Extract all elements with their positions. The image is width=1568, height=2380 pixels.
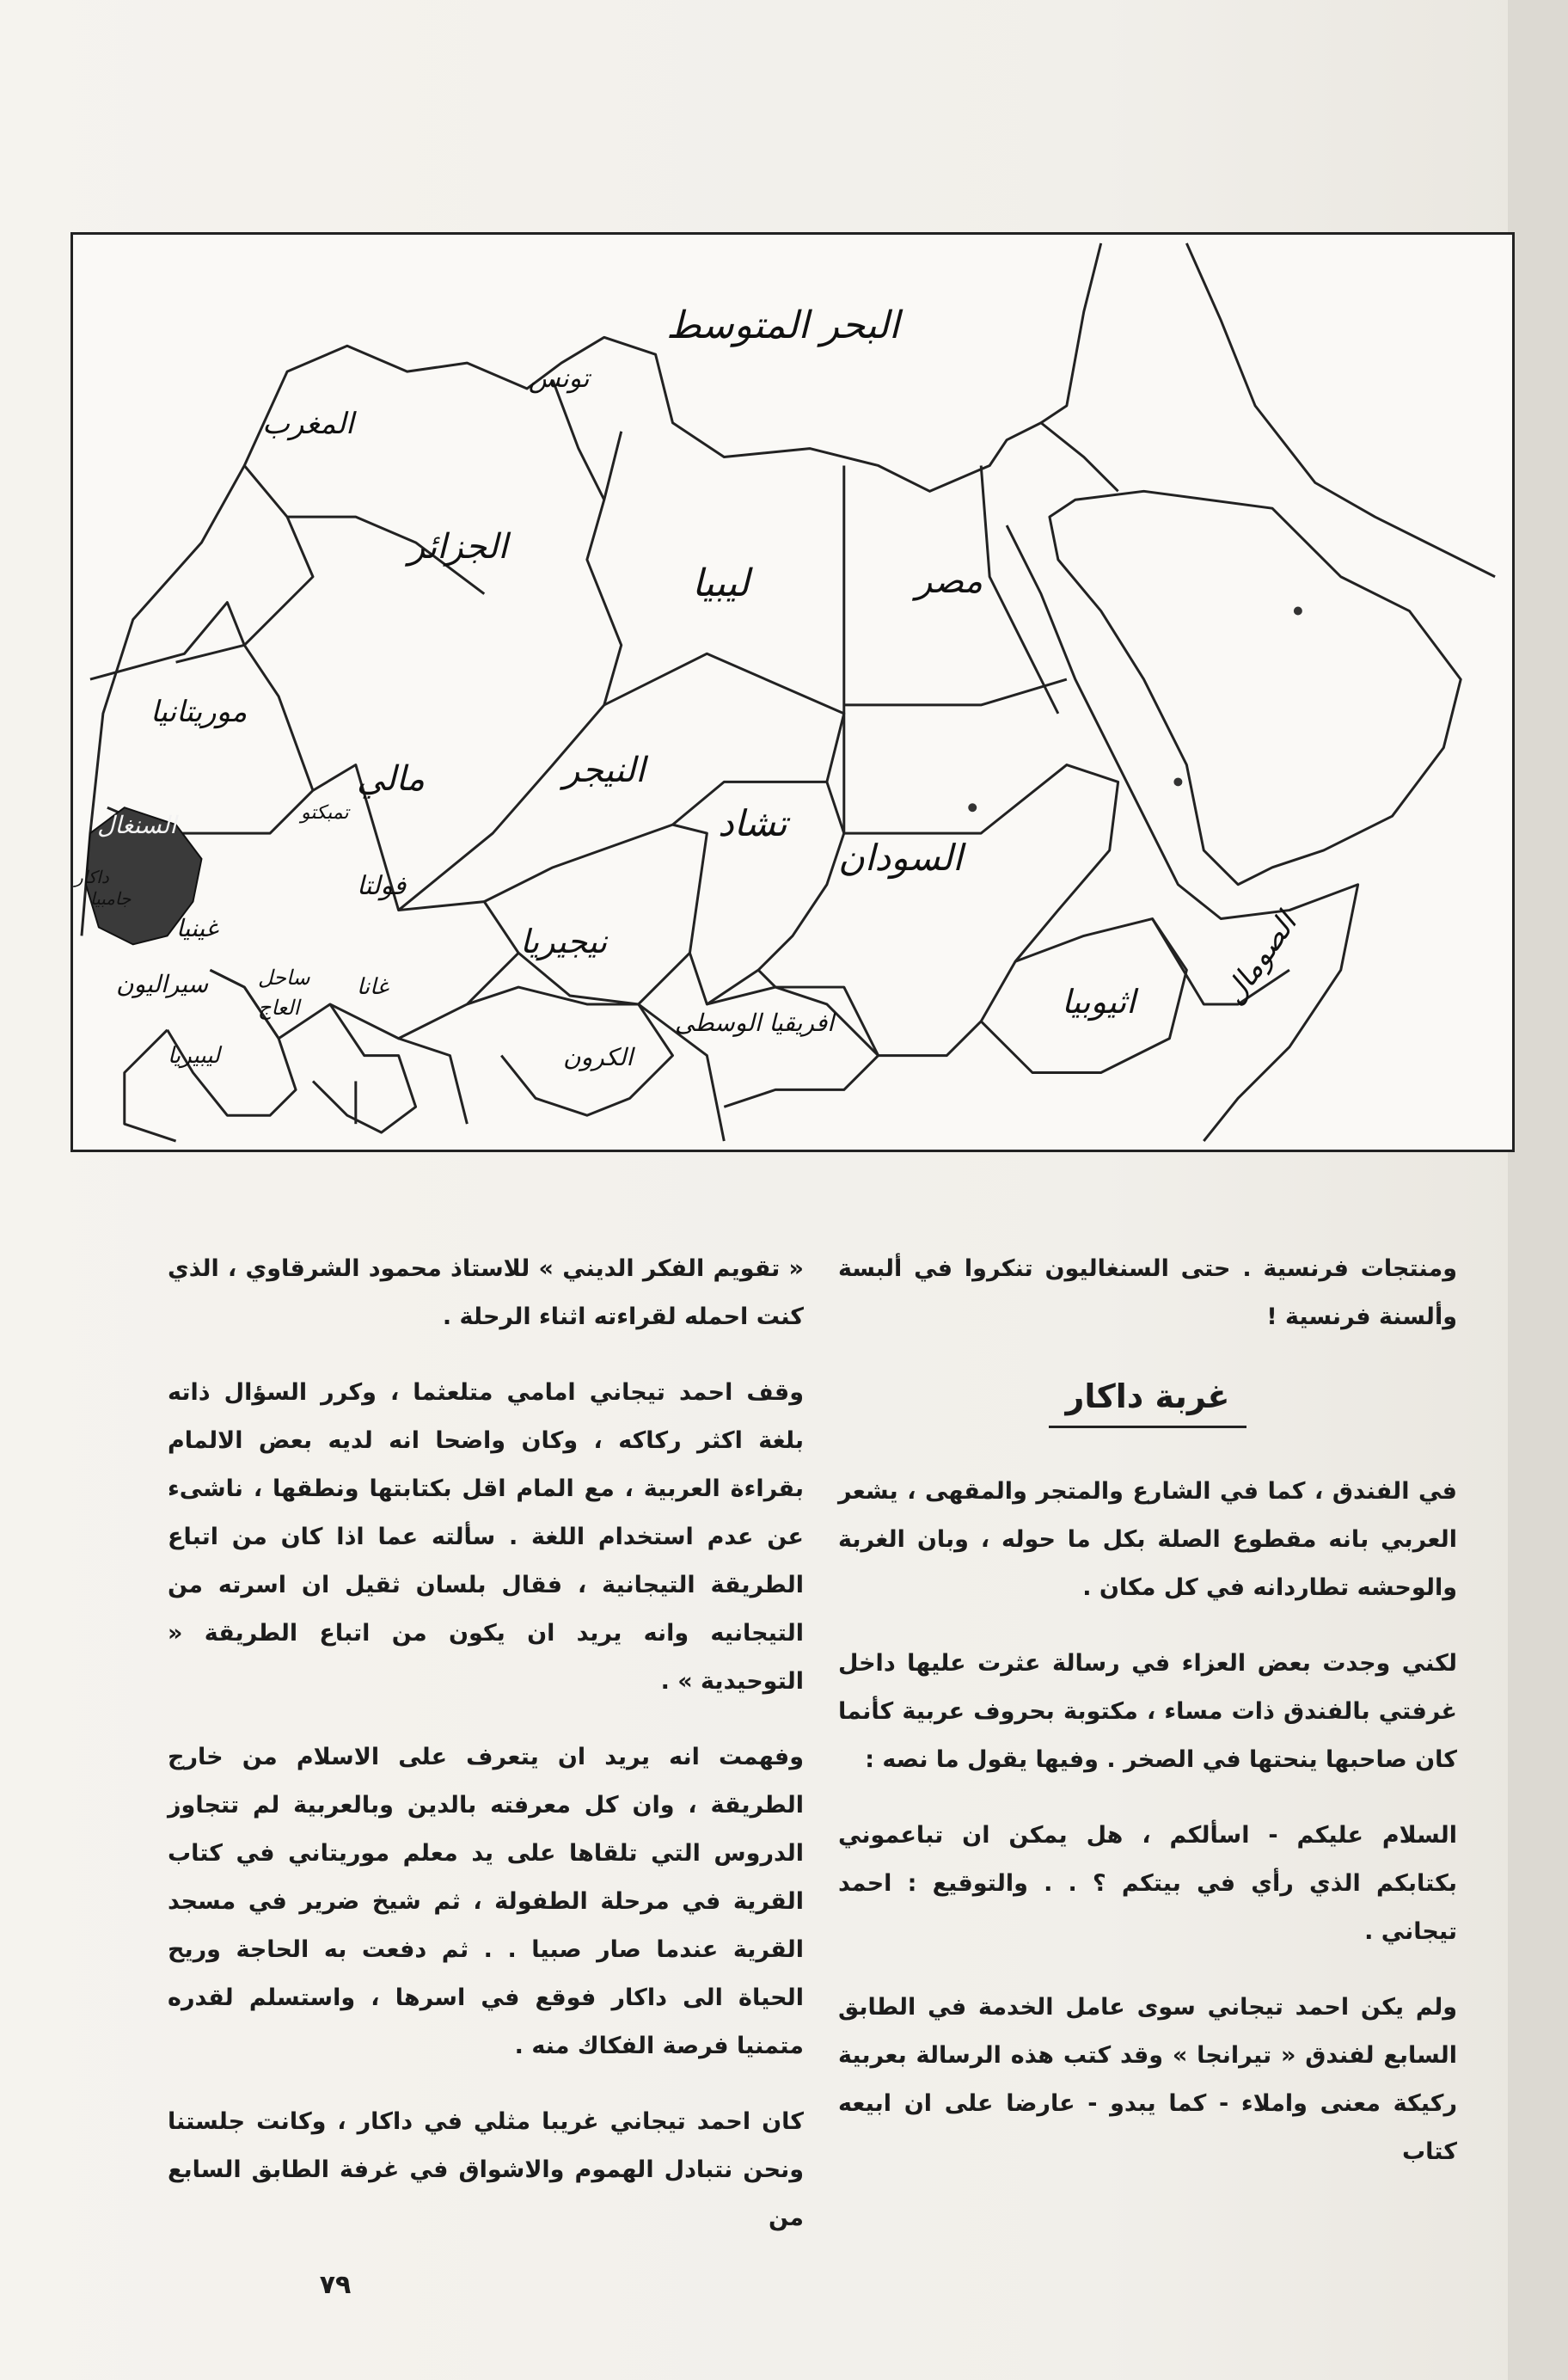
page-edge-shadow	[1508, 0, 1568, 2380]
paragraph: « تقويم الفكر الديني » للاستاذ محمود الشرقاوي ، الذي كنت احمله لقراءته اثناء الرحلة .	[168, 1255, 804, 1330]
map-label-cameroon: الكرون	[563, 1043, 634, 1071]
map-label-dakar: داكار	[75, 867, 109, 887]
paragraph: كان احمد تيجاني غريبا مثلي في داكار ، وكانت جلستنا ونحن نتبادل الهموم والاشواق في غرفة الطابق السابع من	[168, 2108, 804, 2231]
map-label-sierra-leone: سيراليون	[116, 970, 209, 998]
paragraph: في الفندق ، كما في الشارع والمتجر والمقهى ، يشعر العربي بانه مقطوع الصلة بكل ما حوله ، وبان الغربة والوحشه تطاردانه في كل مكان .	[838, 1478, 1457, 1601]
text-column-right	[838, 1245, 1457, 2204]
paragraph: ولم يكن احمد تيجاني سوى عامل الخدمة في الطابق السابع لفندق « تيرانجا » وقد كتب هذه الرسالة بعربية ركيكة معنى واملاء - كما يبدو - عارضا على ان ابيعه كتاب	[838, 1994, 1457, 2165]
section-heading: غربة داكار	[1049, 1372, 1247, 1428]
map-label-ethiopia: اثيوبيا	[1062, 983, 1136, 1021]
page-number: ٧٩	[319, 2270, 352, 2300]
paragraph: وفهمت انه يريد ان يتعرف على الاسلام من خارج الطريقة ، وان كل معرفته بالدين وبالعربية لم تتجاوز الدروس التي تلقاها على يد معلم موريتاني في كتاب القرية في مرحلة الطفولة ، ثم شيخ ضرير في مسجد القرية عندما صار صبيا . . ثم دفعت به الحاجة وريح الحياة الى داكار فوقع في اسرها ، واستسلم لقدره متمنيا فرصة الفكاك منه .	[168, 1744, 804, 2059]
paragraph: لكني وجدت بعض العزاء في رسالة عثرت عليها داخل غرفتي بالفندق ذات مساء ، مكتوبة بحروف عربية كأنما كان صاحبها ينحتها في الصخر . وفيها يقول ما نصه :	[838, 1650, 1457, 1773]
text-column-left	[168, 1245, 804, 2270]
map-label-liberia: ليبيريا	[168, 1043, 220, 1069]
map-label-guinea: غينيا	[176, 914, 218, 942]
paragraph: ومنتجات فرنسية . حتى السنغاليون تنكروا في ألبسة وألسنة فرنسية !	[838, 1255, 1457, 1330]
map-label-car: افريقيا الوسطى	[675, 1009, 834, 1037]
map-label-timbuktu: تمبكتو	[301, 802, 349, 824]
map-label-tunisia: تونس	[529, 364, 590, 394]
map-label-somalia: الصومال	[1216, 906, 1304, 1011]
map-label-algeria: الجزائر	[408, 527, 508, 567]
paragraph: وقف احمد تيجاني امامي متلعثما ، وكرر السؤال ذاته بلغة اكثر ركاكه ، وكان واضحا انه لديه بعض الالمام بقراءة العربية ، مع المام اقل بكتابتها ونطقها ، ناشىء عن عدم استخدام اللغة . سألته عما اذا كان من اتباع الطريقة التيجانية ، فقال بلسان ثقيل ان اسرته من التيجانيه وانه يريد ان يكون من اتباع الطريقة « التوحيدية » .	[168, 1379, 804, 1695]
map-label-ivory-coast-2: العاج	[258, 996, 300, 1020]
map-label-mauritania: موريتانيا	[150, 695, 248, 729]
map-label-senegal: السنغال	[97, 811, 177, 839]
map-label-morocco: المغرب	[262, 407, 354, 441]
map-label-ivory-coast-1: ساحل	[258, 966, 310, 990]
map-figure	[70, 232, 1515, 1152]
map-label-libya: ليبيا	[692, 561, 750, 605]
map-label-upper-volta: فولتا	[357, 871, 407, 901]
map-label-niger: النيجر	[563, 751, 646, 790]
map-label-mali: مالي	[357, 759, 426, 799]
map-label-sea: البحر المتوسط	[666, 304, 900, 347]
paragraph: السلام عليكم - اسألكم ، هل يمكن ان تباعموني بكتابكم الذي رأي في بيتكم ؟ . . والتوقيع : احمد تيجاني .	[838, 1822, 1457, 1945]
map-label-egypt: مصر	[916, 561, 983, 601]
map-label-gambia: جامبيا	[90, 888, 132, 909]
section-heading-wrap	[838, 1372, 1457, 1428]
map-label-nigeria: نيجيريا	[520, 923, 608, 960]
map-label-sudan: السودان	[838, 837, 963, 879]
map-label-chad: تشاد	[718, 802, 787, 844]
map-label-ghana: غانا	[357, 974, 389, 1000]
